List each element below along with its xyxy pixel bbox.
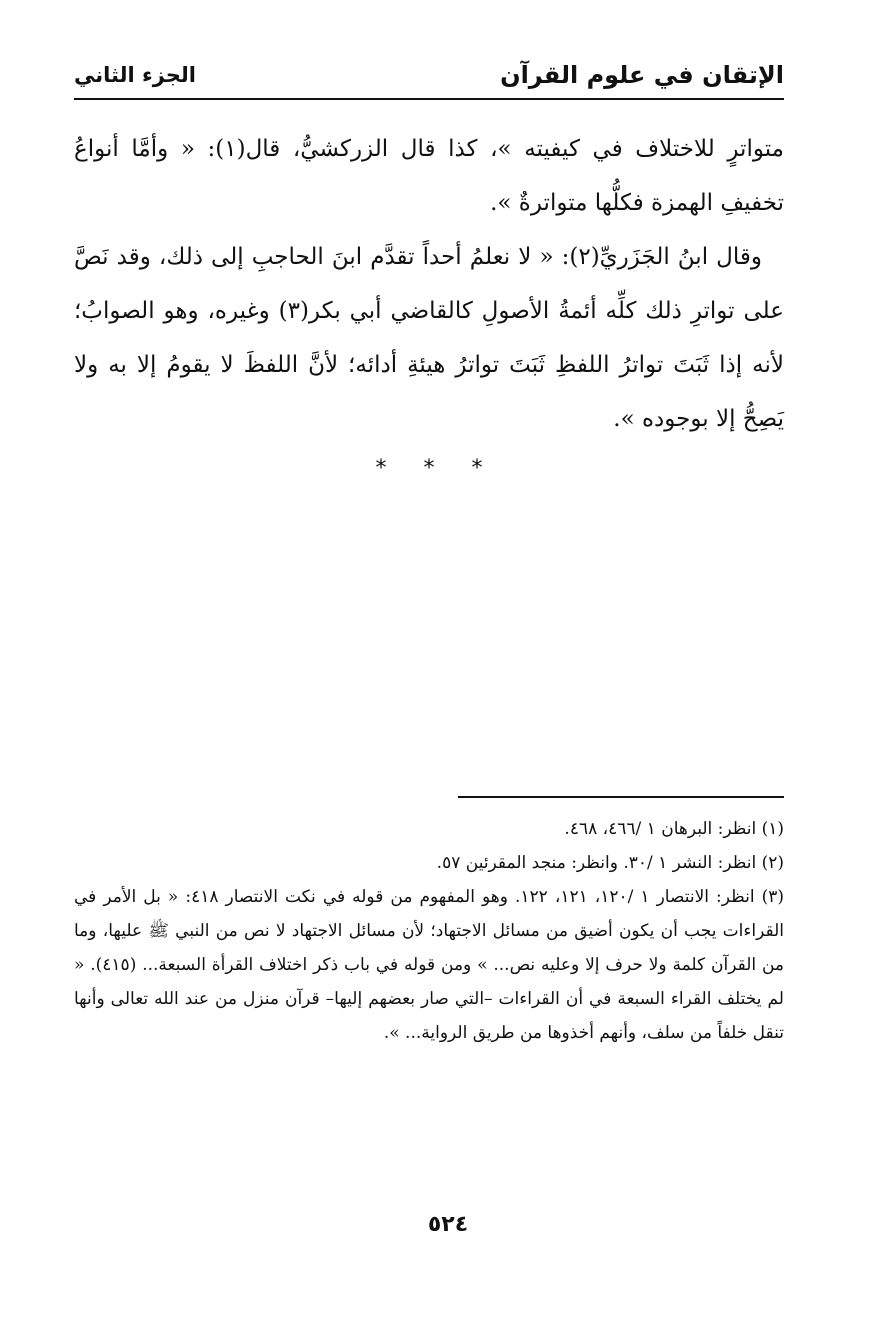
footnote-3: (٣) انظر: الانتصار ١ /١٢٠، ١٢١، ١٢٢. وهو المفهوم من قوله في نكت الانتصار ٤١٨: « بل الأمر في القراءات يجب أن يكون أضيق من مسائل الاجتهاد؛ لأن مسائل الاجتهاد لا نص من النبي ﷺ عليها، وما من القرآن كلمة ولا حرف إلا وعليه نص... » ومن قوله في باب ذكر اختلاف القرأة السبعة... (٤١٥). « لم يختلف القراء السبعة في أن القراءات –التي صار بعضهم إليها– قرآن منزل من عند الله تعالى وأنها تنقل خلفاً من سلف، وأنهم أخذوها من طريق الرواية... ». [74,887,784,1043]
footnote-divider [458,796,784,798]
main-text [74,122,784,446]
page-number: ٥٢٤ [427,1212,469,1237]
paragraph-2: وقال ابنُ الجَزَريِّ(٢): « لا نعلمُ أحداً تقدَّم ابنَ الحاجبِ إلى ذلك، وقد نَصَّ على تواترِ ذلك كلِّه أئمةُ الأصولِ كالقاضي أبي بكر(٣) وغيره، وهو الصوابُ؛ لأنه إذا ثَبَتَ تواترُ اللفظِ ثَبَتَ تواترُ هيئةِ أدائه؛ لأنَّ اللفظَ لا يقومُ إلا به ولا يَصِحُّ إلا بوجوده ». [74,244,784,432]
book-title: الإتقان في علوم القرآن [500,61,784,89]
footnotes [74,812,784,1050]
footnote-2: (٢) انظر: النشر ١ /٣٠. وانظر: منجد المقرئين ٥٧. [436,853,784,873]
volume-label: الجزء الثاني [74,63,197,87]
paragraph-1: متواترٍ للاختلاف في كيفيته »، كذا قال الزركشيُّ، قال(١): « وأمَّا أنواعُ تخفيفِ الهمزة فكلُّها متواترةٌ ». [74,136,784,216]
footnote-1: (١) انظر: البرهان ١ /٤٦٦، ٤٦٨. [564,819,784,839]
section-separator: * * * [375,456,483,481]
running-header [74,52,784,100]
